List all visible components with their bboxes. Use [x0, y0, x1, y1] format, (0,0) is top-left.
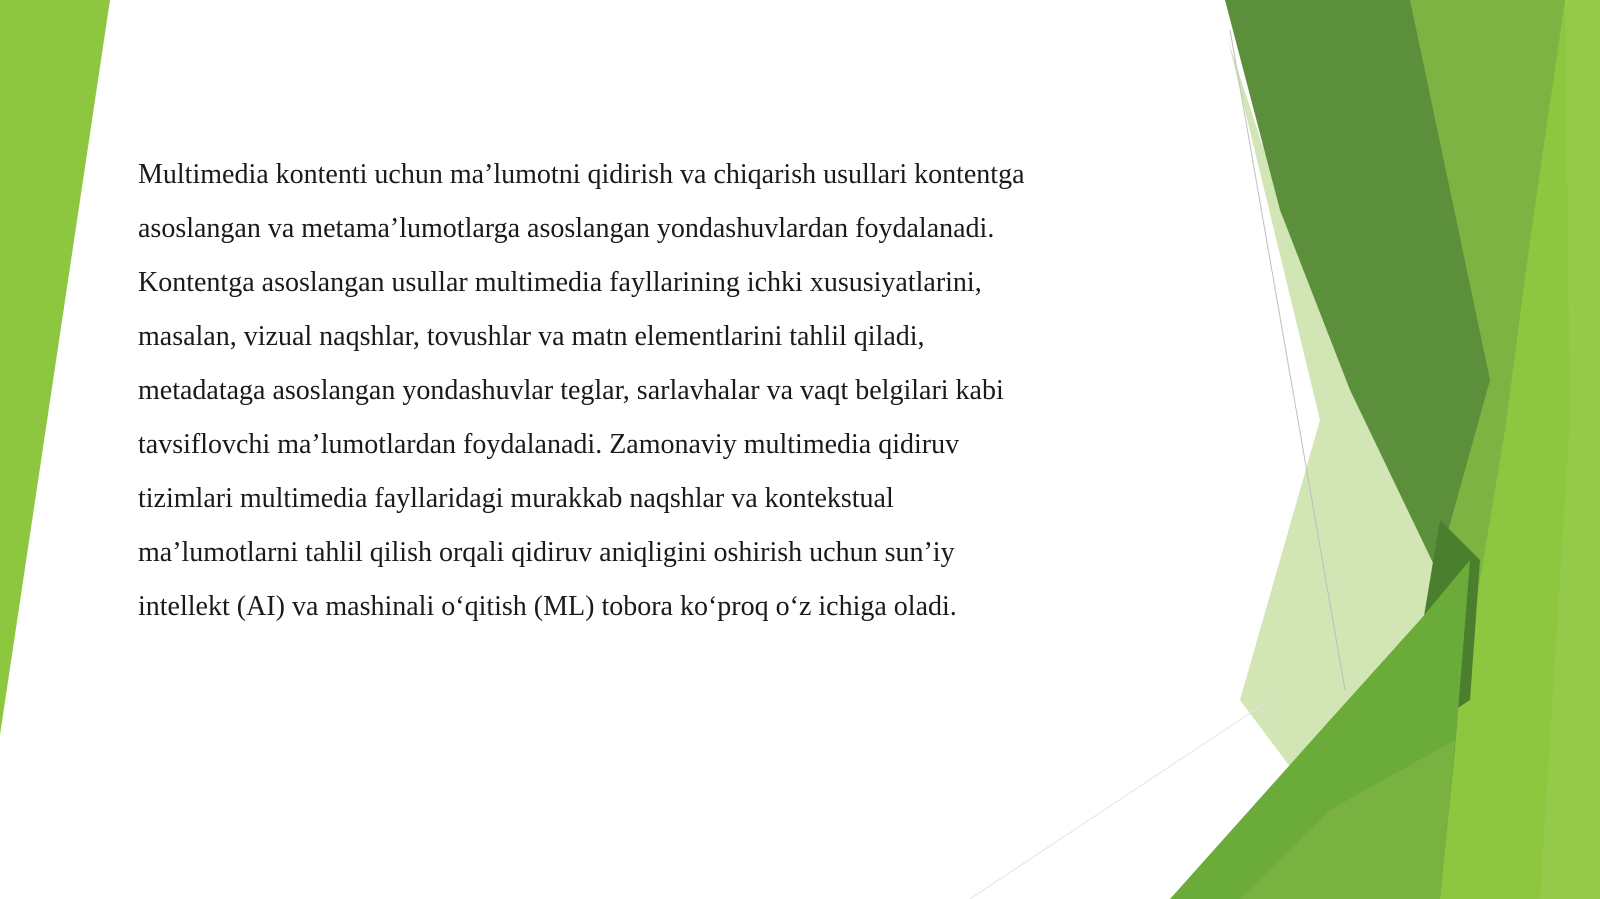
body-paragraph — [138, 148, 1098, 634]
body-line: asoslangan va metama’lumotlarga asoslangan yondashuvlardan foydalanadi. — [138, 213, 995, 244]
left-green-wedge — [0, 0, 110, 735]
body-line: Multimedia kontenti uchun ma’lumotni qidirish va chiqarish usullari kontentga — [138, 159, 1025, 190]
body-line: masalan, vizual naqshlar, tovushlar va matn elementlarini tahlil qiladi, — [138, 321, 925, 352]
body-line: Kontentga asoslangan usullar multimedia fayllarining ichki xususiyatlarini, — [138, 267, 982, 298]
body-line: tavsiflovchi ma’lumotlardan foydalanadi. Zamonaviy multimedia qidiruv — [138, 429, 960, 460]
body-line: tizimlari multimedia fayllaridagi murakkab naqshlar va kontekstual — [138, 483, 894, 514]
body-line: intellekt (AI) va mashinali o‘qitish (ML) tobora ko‘proq o‘z ichiga oladi. — [138, 591, 957, 622]
body-line: metadataga asoslangan yondashuvlar teglar, sarlavhalar va vaqt belgilari kabi — [138, 375, 1004, 406]
body-line: ma’lumotlarni tahlil qilish orqali qidiruv aniqligini oshirish uchun sun’iy — [138, 537, 955, 568]
